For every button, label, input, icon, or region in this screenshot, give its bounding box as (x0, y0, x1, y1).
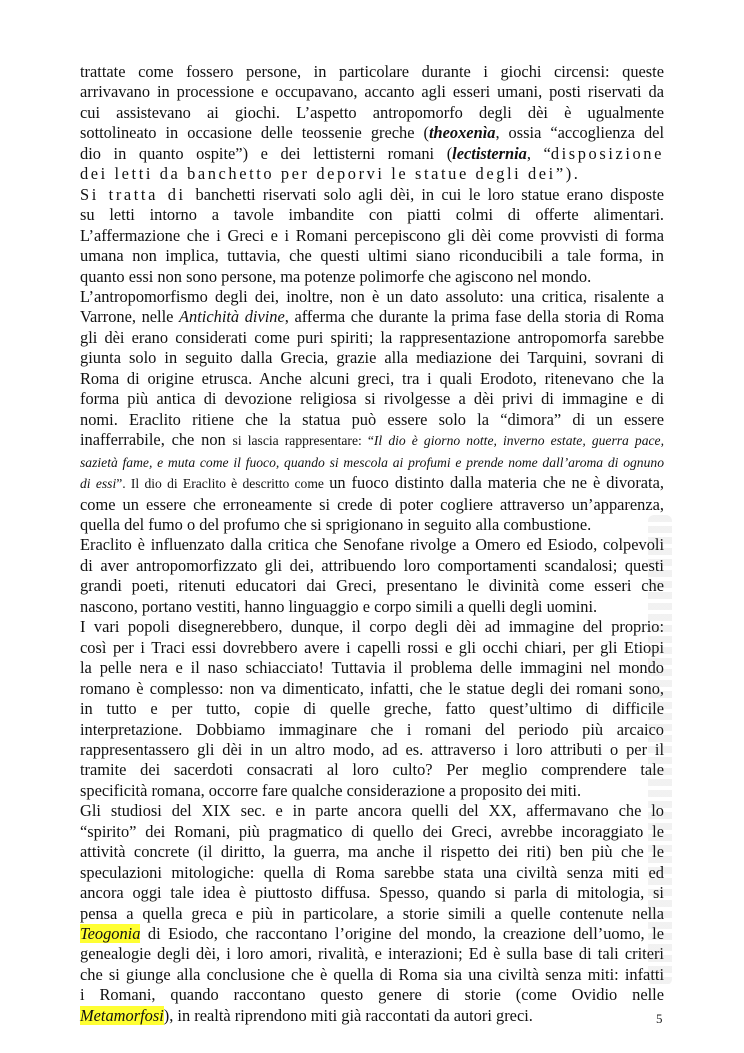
text-line (80, 801, 664, 821)
text-run: inafferrabile, che non (80, 430, 233, 450)
text-run: i Romani, quando raccontano questo genere di storie (come Ovidio nelle (80, 985, 664, 1005)
text-run: banchetti riservati solo agli dèi, in cui le loro statue erano disposte (195, 184, 665, 204)
text-run: in tutto e per tutto, copie di quelle greche, fatto quest’ultimo di difficile (80, 699, 664, 719)
document-body (80, 62, 664, 1026)
text-run: forma più antica di devozione religiosa si rivolgesse a dèi privi di immagine e di (80, 389, 664, 409)
text-run: su letti intorno a tavole imbandite con piatti colmi di offerte alimentari. (80, 205, 664, 225)
text-run: dio in quanto ospite”) e dei lettisterni romani ( (80, 143, 453, 163)
watermark-vertical (648, 515, 672, 985)
text-run: arrivavano in processione e occupavano, accanto agli esseri umani, posti riservati da (80, 82, 664, 102)
text-line (80, 430, 664, 451)
text-line (80, 617, 664, 637)
quotation: di essi (80, 476, 117, 492)
text-run: tramite dei sacerdoti consacrati al loro culto? Per meglio comprendere tale (80, 760, 664, 780)
quotation: Il dio è giorno notte, inverno estate, guerra pace, (373, 433, 664, 449)
text-run: disposizione (550, 143, 664, 163)
quotation: sazietà fame, e muta come il fuoco, quando si mescola ai profumi e prende nome dall’aroma di ognuno (80, 454, 664, 470)
text-line (80, 267, 664, 287)
text-line (80, 1006, 664, 1026)
text-line (80, 740, 664, 760)
text-line (80, 556, 664, 576)
text-line (80, 226, 664, 246)
text-line (80, 760, 664, 780)
text-run: specificità romana, occorre fare qualche considerazione a proposito dei miti. (80, 780, 582, 800)
text-run: speculazioni mitologiche: quella di Roma sarebbe stata una civiltà senza miti ed (80, 862, 664, 882)
text-line (80, 535, 664, 555)
text-run: L’affermazione che i Greci e i Romani percepiscono gli dèi come provvisti di forma (80, 225, 664, 245)
text-run: Gli studiosi del XIX sec. e in parte ancora quelli del XX, affermavano che lo (80, 801, 664, 821)
text-line (80, 965, 664, 985)
text-line (80, 348, 664, 368)
text-line (80, 82, 664, 102)
text-run: un fuoco distinto dalla materia che ne è divorata, (329, 473, 664, 493)
text-run: ”. Il dio di Eraclito è descritto come (116, 476, 330, 492)
emphasized-term: lectisternia (452, 143, 527, 163)
text-line (80, 185, 664, 205)
text-run: trattate come fossero persone, in particolare durante i giochi circensi: queste (80, 62, 664, 81)
text-run: nomi. Eraclito ritiene che la statua può essere solo la “dimora” di un essere (80, 409, 664, 429)
text-run: attività concrete (il diritto, la guerra, ma anche il rispetto dei riti) ben più che le (80, 842, 664, 862)
page-number: 5 (656, 1011, 663, 1026)
text-line (80, 473, 664, 494)
text-run: genealogie degli dèi, i loro amori, rivalità, e interazioni; Ed è sulla base di tali criteri (80, 944, 664, 964)
text-line (80, 287, 664, 307)
text-line (80, 410, 664, 430)
text-run: quella del fumo o del profumo che si sprigionano in seguito alla combustione. (80, 514, 592, 534)
text-line (80, 924, 664, 944)
text-run: che si giunge alla conclusione che è quella di Roma sia una civiltà senza miti: infatti (80, 964, 664, 984)
text-run: , “ (526, 143, 551, 163)
text-line (80, 699, 664, 719)
text-run: così per i Traci essi dovrebbero avere i capelli rossi e gli occhi chiari, per gli Etiopi (80, 637, 664, 657)
text-line (80, 164, 664, 184)
text-line (80, 62, 664, 82)
text-line (80, 328, 664, 348)
text-line (80, 597, 664, 617)
text-line (80, 144, 664, 164)
text-line (80, 103, 664, 123)
text-run: Roma di origine etrusca. Anche alcuni greci, tra i quali Erodoto, ritenevano che la (80, 368, 664, 388)
text-run: come un essere che erroneamente si crede di poter cogliere attraverso un’apparenza, (80, 494, 664, 514)
text-run: di aver antropomorfizzato gli dei, attribuendo loro comportamenti scandalosi; questi (80, 555, 664, 575)
text-run: , afferma che durante la prima fase della storia di Roma (284, 307, 664, 327)
text-run: nascono, portano vestiti, hanno linguaggio e corpo simili a quelli degli uomini. (80, 596, 598, 616)
text-run: , ossia “accoglienza del (495, 123, 664, 143)
book-title: Antichità divine (179, 307, 285, 327)
text-run: Si tratta di (80, 184, 196, 204)
text-run: Varrone, nelle (80, 307, 180, 327)
text-line (80, 307, 664, 327)
text-line (80, 863, 664, 883)
emphasized-term: theoxenìa (428, 123, 496, 143)
text-run: gli dèi erano considerati come puri spiriti; la rappresentazione antropomorfa sarebbe (80, 327, 664, 347)
text-run: di Esiodo, che raccontano l’origine del mondo, la creazione dell’uomo, le (140, 924, 664, 944)
highlighted-title: Teogonia (80, 924, 141, 944)
text-run: pensa a quella greca e più in particolare, a storie simili a quelle contenute nella (80, 903, 664, 923)
text-line (80, 720, 664, 740)
text-line (80, 369, 664, 389)
text-run: la pelle nera e il naso schiacciato! Tuttavia il problema delle immagini nel mondo (80, 658, 664, 678)
text-run: rappresentassero gli dèi in un altro modo, ad es. attraverso i loro attributi o per il (80, 739, 664, 759)
text-run: interpretazione. Dobbiamo immaginare che i romani del periodo più arcaico (80, 719, 664, 739)
text-run: sottolineato in occasione delle teossenie greche ( (80, 123, 429, 143)
text-run: ), in realtà riprendono miti già raccontati da autori greci. (163, 1005, 533, 1025)
text-line (80, 246, 664, 266)
text-line (80, 944, 664, 964)
text-run: giunta solo in seguito dalla Grecia, grazie alla mediazione dei Tarquini, sovrani di (80, 348, 664, 368)
text-line (80, 205, 664, 225)
text-line (80, 822, 664, 842)
text-line (80, 123, 664, 143)
text-line (80, 515, 664, 535)
text-run: romano è complesso: non va dimenticato, infatti, che le statue degli dei romani sono, (80, 678, 664, 698)
text-line (80, 904, 664, 924)
text-line (80, 495, 664, 515)
text-run: quanto essi non sono persone, ma potenze polimorfe che agiscono nel mondo. (80, 266, 592, 286)
highlighted-title: Metamorfosi (80, 1005, 164, 1025)
text-line (80, 985, 664, 1005)
text-line (80, 638, 664, 658)
text-run: Eraclito è influenzato dalla critica che Senofane rivolge a Omero ed Esiodo, colpevoli (80, 535, 664, 555)
text-run: I vari popoli disegnerebbero, dunque, il corpo degli dèi ad immagine del proprio: (80, 617, 664, 637)
text-run: grandi poeti, ritenuti educatori dai Greci, presentano le divinità come esseri che (80, 576, 664, 596)
text-line (80, 842, 664, 862)
text-line (80, 883, 664, 903)
text-run: si lascia rappresentare: “ (232, 433, 374, 449)
text-run: umana non implica, tuttavia, che questi ultimi siano riconducibili a tale forma, in (80, 246, 664, 266)
text-line (80, 452, 664, 473)
text-run: “spirito” dei Romani, più pragmatico di quello dei Greci, avrebbe incoraggiato le (80, 821, 664, 841)
text-line (80, 679, 664, 699)
text-line (80, 576, 664, 596)
text-run: L’antropomorfismo degli dei, inoltre, non è un dato assoluto: una critica, risalente a (80, 286, 664, 306)
text-line (80, 389, 664, 409)
text-line (80, 781, 664, 801)
text-run: cui assistevano ai giochi. L’aspetto antropomorfo degli dèi è ugualmente (80, 102, 664, 122)
text-line (80, 658, 664, 678)
text-run: dei letti da banchetto per deporvi le statue degli dei”). (80, 164, 581, 184)
text-run: ancora oggi tale idea è piuttosto diffusa. Spesso, quando si parla di mitologia, si (80, 883, 664, 903)
